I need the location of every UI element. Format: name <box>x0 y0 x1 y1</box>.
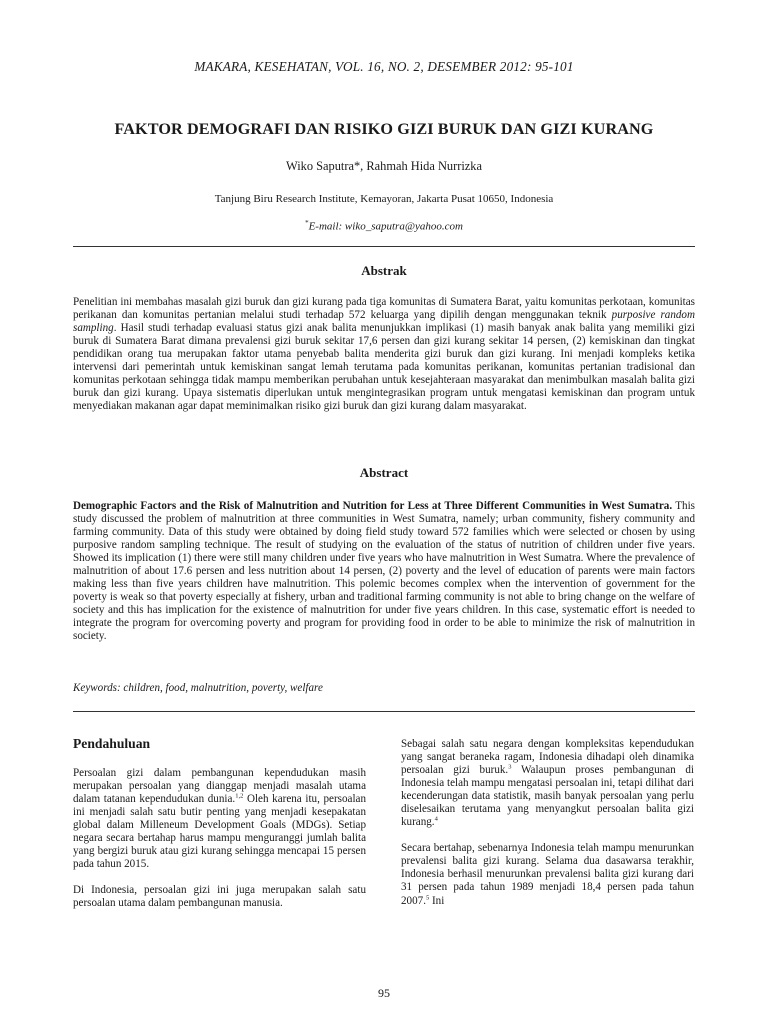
left-column <box>73 767 366 910</box>
right-column <box>401 738 694 908</box>
journal-citation: MAKARA, KESEHATAN, VOL. 16, NO. 2, DESEMBER 2012: 95-101 <box>194 59 574 74</box>
abstract-body <box>73 500 695 644</box>
right-paragraph-2 <box>401 842 694 907</box>
citation-5: 5 <box>425 893 430 901</box>
email-text: E-mail: wiko_saputra@yahoo.com <box>308 220 463 233</box>
right-p2-text-a: Secara bertahap, sebenarnya Indonesia telah mampu menurunkan prevalensi balita gizi kurang. Selama dua dasawarsa terakhir, Indonesia berhasil menurunkan prevalensi balita gizi kurang dari 31 persen pada tahun 1989 menjadi 18,4 persen pada tahun 2007. <box>401 842 694 907</box>
citation-1-2: 1,2 <box>235 792 244 800</box>
page-number: 95 <box>378 986 390 1000</box>
author-affiliation: Tanjung Biru Research Institute, Kemayoran, Jakarta Pusat 10650, Indonesia <box>214 193 554 205</box>
divider-bottom <box>73 711 695 712</box>
abstract-heading: Abstract <box>359 465 409 480</box>
email-marker: * <box>305 219 309 227</box>
abstrak-text-2: . Hasil studi terhadap evaluasi status gizi anak balita menunjukkan implikasi (1) masih banyak anak balita yang memiliki gizi buruk di Sumatera Barat dimana prevalensi gizi buruk sekitar 17,6 persen dan gizi kurang sekitar 14 persen, (2) kemiskinan dan tingkat pendidikan orang tua merupakan faktor utama penyebab balita menderita gizi buruk dan gizi kurang. Ini menjadi kompleks ketika intervensi dari pemerintah untuk kemiskinan sangat lemah terutama pada komunitas perikanan, komunitas pertanian tradisional dan komunitas perkotaan sehingga tidak mampu memberikan perubahan untuk kesejahteraan masyarakat dan menimbulkan masalah balita gizi buruk dan gizi kurang. Upaya sistematis diperlukan untuk mengintegrasikan program untuk mengatasi kemiskinan dan program untuk menyediakan makanan agar dapat meminimalkan risiko gizi buruk dan gizi kurang dalam masyarakat. <box>73 322 695 413</box>
abstrak-heading: Abstrak <box>361 263 407 278</box>
article-title: FAKTOR DEMOGRAFI DAN RISIKO GIZI BURUK DAN GIZI KURANG <box>114 120 654 138</box>
citation-3: 3 <box>508 763 512 771</box>
section-heading-pendahuluan: Pendahuluan <box>73 736 151 751</box>
abstrak-text-1: Penelitian ini membahas masalah gizi buruk dan gizi kurang pada tiga komunitas di Sumatera Barat, yaitu komunitas perkotaan, komunitas perikanan dan komunitas pertanian melalui studi terhadap 572 keluarga yang dipilih dengan menggunakan teknik <box>73 296 695 322</box>
left-paragraph-2: Di Indonesia, persoalan gizi ini juga merupakan salah satu persoalan utama dalam pembangunan manusia. <box>73 884 366 910</box>
right-p2-text-b: Ini <box>429 894 445 907</box>
author-email <box>0 219 768 233</box>
abstrak-body <box>73 296 695 413</box>
left-p1-text-b: Oleh karena itu, persoalan ini menjadi salah satu butir penting yang menjadi kesepakatan global dalam Milleneum Development Goals (MDGs). Setiap negara secara bertahap harus mampu menguranggi jumlah balita yang bergizi buruk atau gizi kurang sehingga mencapai 15 persen pada tahun 2015. <box>73 793 366 871</box>
right-p1-text-a: Sebagai salah satu negara dengan kompleksitas kependudukan yang sangat beraneka ragam, Indonesia dihadapi oleh dinamika persoalan gizi buruk. <box>401 738 694 777</box>
left-paragraph-1 <box>73 767 366 871</box>
keywords: Keywords: children, food, malnutrition, poverty, welfare <box>73 682 323 694</box>
abstract-text: This study discussed the problem of malnutrition at three communities in West Sumatra, namely; urban community, fishery community and farming community. Data of this study were obtained by doing field study toward 572 families which were selected or chosen by using purposive random sampling technique. The result of studying on the evaluation of the status of nutrition of children under five years. Showed its implication (1) there were still many children under five years who have malnutrition in West Sumatra. Where the prevalence of malnutrition of about 17.6 persen and less nutrition about 14 persen, (2) poverty and the level of education of parents were main factors making less than five years children have malnutrition. This polemic becomes complex when the intervention of government for the poverty is weak so that poverty especially at fishery, urban and traditional farming community is not able to bring change on the welfare of society and this has implication for the existence of malnutrition for under five years children. In this case, systematic effort is needed to integrate the program for overcoming poverty and program for providing food in order to be able to minimize the risk of malnutrition in society. <box>73 500 695 643</box>
right-p1-text-b: Walaupun proses pembangunan di Indonesia telah mampu mengatasi persoalan ini, tetapi dilihat dari kecenderungan data statistik, masih banyak persoalan yang perlu diselesaikan terutama yang menyangkut persoalan balita gizi kurang. <box>401 764 694 829</box>
abstract-english-title: Demographic Factors and the Risk of Malnutrition and Nutrition for Less at Three Different Communities in West Sumatra. <box>73 500 673 512</box>
left-p1-text-a: Persoalan gizi dalam pembangunan kependudukan masih merupakan persoalan yang dianggap menjadi masalah utama dalam tatanan kependudukan dunia. <box>73 767 366 806</box>
right-paragraph-1 <box>401 738 694 829</box>
abstrak-italic-term: purposive random sampling <box>73 309 695 335</box>
citation-4: 4 <box>434 815 438 823</box>
article-authors: Wiko Saputra*, Rahmah Hida Nurrizka <box>286 159 482 173</box>
divider-top <box>73 246 695 247</box>
